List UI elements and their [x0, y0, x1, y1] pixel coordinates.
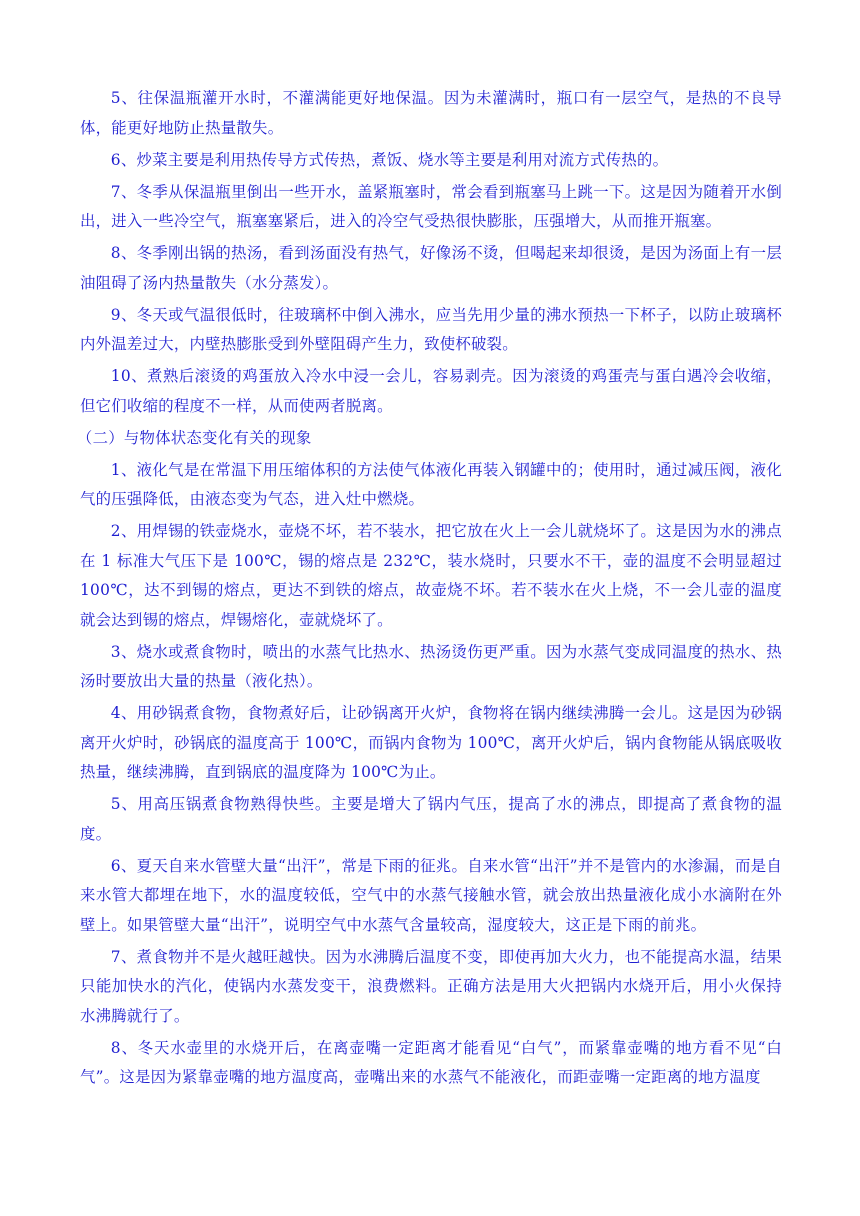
- paragraph-3-steam-burn: 3、烧水或煮食物时，喷出的水蒸气比热水、热汤烫伤更严重。因为水蒸气变成同温度的热水、热汤时要放出大量的热量（液化热）。: [80, 642, 782, 690]
- paragraph-2-solder-kettle: 2、用焊锡的铁壶烧水，壶烧不坏，若不装水，把它放在火上一会儿就烧坏了。这是因为水的沸点在 1 标准大气压下是 100℃，锡的熔点是 232℃，装水烧时，只要水不干，壶的温度不会明显超过 100℃，达不到锡的熔点，更达不到铁的熔点，故壶烧不坏。若不装水在火上烧，不一会儿壶的温度就会达到锡的熔点，焊锡熔化，壶就烧坏了。: [80, 522, 782, 629]
- paragraph-1-lpg: 1、液化气是在常温下用压缩体积的方法使气体液化再装入钢罐中的；使用时，通过减压阀，液化气的压强降低，由液态变为气态，进入灶中燃烧。: [80, 460, 782, 508]
- paragraph-7-fire: 7、煮食物并不是火越旺越快。因为水沸腾后温度不变，即使再加大火力，也不能提高水温，结果只能加快水的汽化，使锅内水蒸发变干，浪费燃料。正确方法是用大火把锅内水烧开后，用小火保持水沸腾就行了。: [80, 947, 782, 1025]
- paragraph-8-soup: 8、冬季刚出锅的热汤，看到汤面没有热气，好像汤不烫，但喝起来却很烫，是因为汤面上有一层油阻碍了汤内热量散失（水分蒸发）。: [80, 244, 782, 292]
- section-heading: （二）与物体状态变化有关的现象: [76, 428, 312, 447]
- paragraph-10-egg: 10、煮熟后滚烫的鸡蛋放入冷水中浸一会儿，容易剥壳。因为滚烫的鸡蛋壳与蛋白遇冷会收缩，但它们收缩的程度不一样，从而使两者脱离。: [80, 367, 782, 415]
- paragraph-6-pipe-sweat: 6、夏天自来水管壁大量“出汗”，常是下雨的征兆。自来水管“出汗”并不是管内的水渗漏，而是自来水管大都埋在地下，水的温度较低，空气中的水蒸气接触水管，就会放出热量液化成小水滴附在外壁上。如果管壁大量“出汗”，说明空气中水蒸气含量较高，湿度较大，这正是下雨的前兆。: [80, 856, 782, 934]
- paragraph-7-stopper: 7、冬季从保温瓶里倒出一些开水，盖紧瓶塞时，常会看到瓶塞马上跳一下。这是因为随着开水倒出，进入一些冷空气，瓶塞塞紧后，进入的冷空气受热很快膨胀，压强增大，从而推开瓶塞。: [80, 182, 782, 230]
- paragraph-5-pressure-cooker: 5、用高压锅煮食物熟得快些。主要是增大了锅内气压，提高了水的沸点，即提高了煮食物的温度。: [80, 795, 782, 843]
- paragraph-9-glass: 9、冬天或气温很低时，往玻璃杯中倒入沸水，应当先用少量的沸水预热一下杯子，以防止玻璃杯内外温差过大，内壁热膨胀受到外壁阻碍产生力，致使杯破裂。: [80, 305, 782, 353]
- paragraph-6-cooking: 6、炒菜主要是利用热传导方式传热，煮饭、烧水等主要是利用对流方式传热的。: [110, 150, 669, 169]
- paragraph-4-clay-pot: 4、用砂锅煮食物，食物煮好后，让砂锅离开火炉，食物将在锅内继续沸腾一会儿。这是因为砂锅离开火炉时，砂锅底的温度高于 100℃，而锅内食物为 100℃，离开火炉后，锅内食物能从锅底吸收热量，继续沸腾，直到锅底的温度降为 100℃为止。: [80, 704, 782, 781]
- paragraph-5-thermos: 5、往保温瓶灌开水时，不灌满能更好地保温。因为未灌满时，瓶口有一层空气，是热的不良导体，能更好地防止热量散失。: [80, 89, 782, 137]
- paragraph-8-white-steam: 8、冬天水壶里的水烧开后，在离壶嘴一定距离才能看见“白气”，而紧靠壶嘴的地方看不见“白气”。这是因为紧靠壶嘴的地方温度高，壶嘴出来的水蒸气不能液化，而距壶嘴一定距离的地方温度: [80, 1038, 782, 1086]
